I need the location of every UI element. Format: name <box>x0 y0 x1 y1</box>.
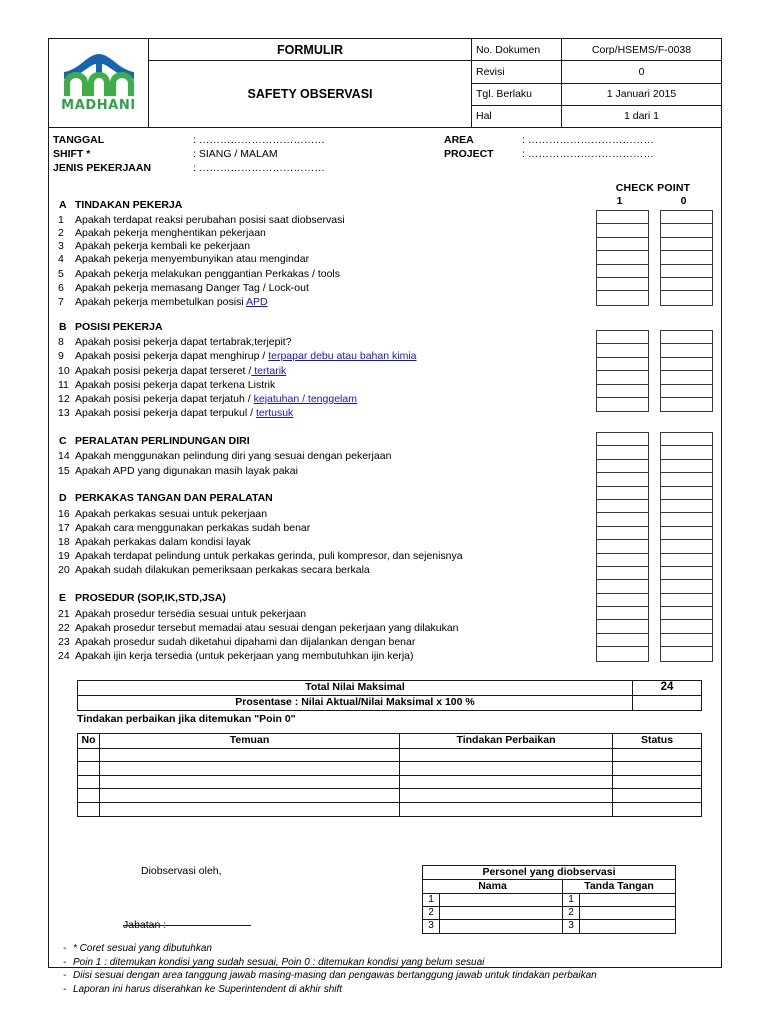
section-letter: D <box>59 492 67 505</box>
checkbox-cell[interactable] <box>661 634 712 647</box>
item-text: Apakah pekerja melakukan penggantian Perkakas / tools <box>75 267 341 280</box>
checkbox-cell[interactable] <box>661 398 712 411</box>
section-title: PERKAKAS TANGAN DAN PERALATAN <box>75 492 273 505</box>
checkbox-column-1[interactable] <box>596 432 649 662</box>
checkbox-cell[interactable] <box>661 224 712 237</box>
checkbox-cell[interactable] <box>661 385 712 398</box>
checkbox-cell[interactable] <box>597 620 648 633</box>
table-row[interactable] <box>78 749 701 763</box>
item-text: Apakah perkakas dalam kondisi layak <box>75 536 251 549</box>
item-text <box>75 350 417 362</box>
madhani-logo-icon <box>62 52 136 98</box>
personel-ttd-index: 3 <box>563 920 580 933</box>
cell-status[interactable] <box>613 803 701 817</box>
item-number: 19 <box>58 550 70 563</box>
jabatan-label: Jabatan : <box>123 919 167 931</box>
item-number: 14 <box>58 450 70 463</box>
item-number: 13 <box>58 407 70 420</box>
checkbox-cell[interactable] <box>597 460 648 473</box>
checkbox-cell[interactable] <box>597 513 648 526</box>
checklist-item <box>53 649 623 663</box>
checkbox-cell[interactable] <box>597 224 648 237</box>
total-row-prosentase <box>78 696 701 711</box>
cell-status[interactable] <box>613 789 701 802</box>
field-shift[interactable] <box>53 148 473 162</box>
meta-key: Tgl. Berlaku <box>472 84 562 105</box>
meta-value: 1 Januari 2015 <box>606 88 677 101</box>
section-header-c <box>53 432 623 449</box>
check-point-title: CHECK POINT <box>615 182 691 194</box>
item-text <box>75 296 268 308</box>
checkbox-cell[interactable] <box>597 433 648 446</box>
item-text: Apakah prosedur tersedia sesuai untuk pekerjaan <box>75 607 307 620</box>
meta-value: 0 <box>638 65 645 78</box>
form-fields-left <box>53 134 473 176</box>
cell-tindakan[interactable] <box>400 762 613 775</box>
item-number: 16 <box>58 507 70 520</box>
cell-tindakan[interactable] <box>400 749 613 762</box>
table-row[interactable] <box>423 894 675 907</box>
checkbox-cell[interactable] <box>661 331 712 344</box>
section-title: POSISI PEKERJA <box>75 320 163 333</box>
item-text-link[interactable]: APD <box>246 296 268 309</box>
personel-col-ttd: Tanda Tangan <box>584 880 654 892</box>
form-fields <box>49 128 721 182</box>
cell-temuan[interactable] <box>100 776 400 789</box>
item-number: 15 <box>58 464 70 477</box>
field-tanggal-label: TANGGAL <box>53 134 105 146</box>
section-title: PROSEDUR (SOP,IK,STD,JSA) <box>75 592 226 605</box>
header-title-block <box>149 39 471 127</box>
item-text: Apakah APD yang digunakan masih layak pakai <box>75 464 298 477</box>
field-project-label: PROJECT <box>444 148 494 160</box>
item-number: 24 <box>58 650 70 663</box>
checklist-item <box>53 549 623 563</box>
checkbox-cell[interactable] <box>661 251 712 264</box>
check-point-col-1: 1 <box>616 195 623 207</box>
personel-ttd-input[interactable] <box>580 894 675 906</box>
findings-col-no: No <box>78 734 100 748</box>
table-row[interactable] <box>78 762 701 776</box>
table-row[interactable] <box>78 789 701 803</box>
field-shift-value[interactable]: : SIANG / MALAM <box>193 148 278 160</box>
checklist-item <box>53 463 623 477</box>
checklist-item <box>53 295 623 309</box>
check-point-col-0: 0 <box>680 195 687 207</box>
checkbox-cell[interactable] <box>597 371 648 384</box>
checkbox-cell[interactable] <box>661 513 712 526</box>
checklist-items <box>53 196 623 663</box>
personel-table-title: Personel yang diobservasi <box>423 866 675 880</box>
checklist-item <box>53 240 623 253</box>
findings-header-row <box>78 734 701 749</box>
checkbox-cell[interactable] <box>661 473 712 486</box>
findings-table <box>77 733 702 817</box>
checkbox-cell[interactable] <box>597 358 648 371</box>
checklist-body <box>49 182 721 684</box>
field-jenis-value[interactable]: : ……………………………… <box>193 162 325 174</box>
checkbox-cell[interactable] <box>597 278 648 291</box>
cell-tindakan[interactable] <box>400 789 613 802</box>
checkbox-cell[interactable] <box>661 580 712 593</box>
item-text-plain: Apakah posisi pekerja dapat terpukul / <box>75 407 256 420</box>
meta-key: Revisi <box>472 61 562 82</box>
checkbox-cell[interactable] <box>661 620 712 633</box>
item-text: Apakah sudah dilakukan pemeriksaan perkakas secara berkala <box>75 564 370 577</box>
section-header-a <box>53 196 623 213</box>
item-number: 10 <box>58 364 70 377</box>
checkbox-group-cde[interactable] <box>596 432 713 662</box>
field-area-label: AREA <box>444 134 474 146</box>
total-label: Prosentase : Nilai Aktual/Nilai Maksimal x 100 % <box>78 696 633 711</box>
checklist-item <box>53 267 623 281</box>
note-text: Diisi sesuai dengan area tanggung jawab masing-masing dan pengawas bertanggung jawab untuk tindakan perbaikan <box>73 970 597 981</box>
item-number: 22 <box>58 621 70 634</box>
checklist-item <box>53 378 623 392</box>
field-jenis-pekerjaan[interactable] <box>53 162 473 176</box>
note-text: Laporan ini harus diserahkan ke Superintendent di akhir shift <box>73 983 343 995</box>
checkbox-cell[interactable] <box>597 473 648 486</box>
item-text <box>75 393 357 405</box>
checklist-item <box>53 635 623 649</box>
checkbox-cell[interactable] <box>597 554 648 567</box>
personel-nama-input[interactable] <box>440 894 563 906</box>
item-text: Apakah ijin kerja tersedia (untuk pekerjaan yang membutuhkan ijin kerja) <box>75 650 414 663</box>
checkbox-cell[interactable] <box>661 265 712 278</box>
checklist-item <box>53 449 623 463</box>
section-title: PERALATAN PERLINDUNGAN DIRI <box>75 434 250 447</box>
checkbox-column-0[interactable] <box>660 210 713 306</box>
note-bullet: - <box>63 956 67 968</box>
section-header-d <box>53 490 623 507</box>
checkbox-cell[interactable] <box>597 647 648 660</box>
checklist-item <box>53 621 623 635</box>
field-project-value[interactable]: : ……………………………… <box>522 148 654 160</box>
cell-temuan[interactable] <box>100 762 400 775</box>
field-area[interactable] <box>444 134 734 148</box>
checkbox-cell[interactable] <box>661 371 712 384</box>
item-text: Apakah prosedur sudah diketahui dipahami dan dijalankan dengan benar <box>75 636 416 649</box>
note-text: * Coret sesuai yang dibutuhkan <box>73 943 212 954</box>
note-bullet: - <box>63 970 67 981</box>
item-text: Apakah pekerja menyembunyikan atau mengindar <box>75 253 310 266</box>
item-text: Apakah pekerja kembali ke pekerjaan <box>75 240 251 253</box>
checklist-item <box>53 563 623 577</box>
item-text: Apakah menggunakan pelindung diri yang sesuai dengan pekerjaan <box>75 450 392 463</box>
observed-by-label: Diobservasi oleh, <box>141 865 222 877</box>
personel-nama-input[interactable] <box>440 907 563 919</box>
item-text-link[interactable]: tertarik <box>251 364 287 377</box>
field-jenis-label: JENIS PEKERJAAN <box>53 162 152 174</box>
checkbox-group-b[interactable] <box>596 330 713 412</box>
checkbox-cell[interactable] <box>661 446 712 459</box>
footer-note <box>63 984 597 998</box>
item-text: Apakah pekerja menghentikan pekerjaan <box>75 227 266 240</box>
totals-table <box>77 680 702 711</box>
item-number: 7 <box>58 296 64 309</box>
personel-ttd-index: 1 <box>563 894 580 906</box>
total-value[interactable] <box>633 696 701 711</box>
item-text: Apakah terdapat reaksi perubahan posisi saat diobservasi <box>75 214 345 227</box>
checkbox-cell[interactable] <box>597 398 648 411</box>
cell-no[interactable] <box>78 803 100 817</box>
findings-col-status: Status <box>640 734 674 746</box>
meta-key: No. Dokumen <box>472 39 562 60</box>
table-row[interactable] <box>78 776 701 790</box>
checklist-item <box>53 607 623 621</box>
findings-col-temuan: Temuan <box>100 734 400 748</box>
personel-nama-index: 2 <box>423 907 440 919</box>
item-text-link[interactable]: terpapar debu atau bahan kimia <box>268 350 417 363</box>
checklist-item <box>53 281 623 295</box>
checkbox-cell[interactable] <box>597 238 648 251</box>
item-text-plain: Apakah posisi pekerja dapat terseret / <box>75 364 252 377</box>
checklist-item <box>53 535 623 549</box>
form-page <box>48 38 722 995</box>
item-number: 5 <box>58 267 64 280</box>
logo-wordmark: MADHANI <box>61 97 136 113</box>
checklist-item <box>53 335 623 349</box>
footer-notes <box>63 943 597 997</box>
meta-value: 1 dari 1 <box>623 110 660 123</box>
item-text <box>75 365 286 377</box>
checkbox-cell[interactable] <box>661 358 712 371</box>
checklist-item <box>53 252 623 266</box>
item-number: 17 <box>58 521 70 534</box>
cell-no[interactable] <box>78 762 100 775</box>
cell-tindakan[interactable] <box>400 803 613 817</box>
findings-col-tindakan: Tindakan Perbaikan <box>400 734 613 748</box>
item-text-plain: Apakah pekerja membetulkan posisi <box>75 296 247 309</box>
personel-ttd-index: 2 <box>563 907 580 919</box>
cell-no[interactable] <box>78 776 100 789</box>
formulir-label: FORMULIR <box>149 39 471 61</box>
field-area-value[interactable]: : ……………………………… <box>522 134 654 146</box>
checkbox-cell[interactable] <box>597 607 648 620</box>
section-letter: E <box>59 592 67 605</box>
personel-subheader <box>423 880 675 894</box>
item-number: 4 <box>58 253 64 266</box>
item-number: 12 <box>58 392 70 405</box>
item-text: Apakah pekerja memasang Danger Tag / Lock-out <box>75 281 309 294</box>
item-text <box>75 407 293 419</box>
checkbox-cell[interactable] <box>661 594 712 607</box>
item-number: 11 <box>58 378 69 391</box>
personel-table <box>422 865 676 934</box>
item-number: 20 <box>58 564 70 577</box>
total-label: Total Nilai Maksimal <box>78 681 633 695</box>
item-text: Apakah cara menggunakan perkakas sudah benar <box>75 521 311 534</box>
checkbox-group-a[interactable] <box>596 210 713 306</box>
section-header-b <box>53 318 623 335</box>
checklist-item <box>53 507 623 521</box>
meta-value: Corp/HSEMS/F-0038 <box>591 43 692 56</box>
corrective-action-note: Tindakan perbaikan jika ditemukan "Poin 0" <box>77 713 296 725</box>
checkbox-cell[interactable] <box>597 487 648 500</box>
item-number: 6 <box>58 281 64 294</box>
checklist-item <box>53 227 623 240</box>
checklist-item <box>53 349 623 363</box>
section-gap <box>53 309 623 318</box>
cell-temuan[interactable] <box>100 789 400 802</box>
checkbox-column-1[interactable] <box>596 330 649 412</box>
meta-row-hal <box>472 106 721 127</box>
checkbox-cell[interactable] <box>597 540 648 553</box>
cell-no[interactable] <box>78 789 100 802</box>
checkbox-cell[interactable] <box>597 265 648 278</box>
footer-note <box>63 957 597 971</box>
checkbox-cell[interactable] <box>661 238 712 251</box>
cell-temuan[interactable] <box>100 749 400 762</box>
checkbox-cell[interactable] <box>597 385 648 398</box>
checkbox-cell[interactable] <box>661 278 712 291</box>
checkbox-cell[interactable] <box>597 211 648 224</box>
document-title: SAFETY OBSERVASI <box>247 87 373 101</box>
checkbox-cell[interactable] <box>661 344 712 357</box>
meta-key: Hal <box>472 106 562 127</box>
checkbox-cell[interactable] <box>661 540 712 553</box>
checkbox-cell[interactable] <box>661 607 712 620</box>
cell-status[interactable] <box>613 749 701 762</box>
company-logo <box>49 39 149 127</box>
item-number: 1 <box>58 214 64 227</box>
section-letter: C <box>59 434 67 447</box>
cell-no[interactable] <box>78 749 100 762</box>
field-tanggal-value[interactable]: : ……………………………… <box>193 134 325 146</box>
field-shift-label: SHIFT * <box>53 148 91 160</box>
checkbox-cell[interactable] <box>597 634 648 647</box>
checkbox-cell[interactable] <box>661 487 712 500</box>
section-letter: B <box>59 320 67 333</box>
note-bullet: - <box>63 983 67 995</box>
personel-nama-index: 3 <box>423 920 440 933</box>
checkbox-cell[interactable] <box>597 527 648 540</box>
checklist-item <box>53 521 623 535</box>
checkbox-cell[interactable] <box>661 500 712 513</box>
cell-tindakan[interactable] <box>400 776 613 789</box>
checkbox-cell[interactable] <box>597 251 648 264</box>
footer-note <box>63 943 597 957</box>
table-row[interactable] <box>423 920 675 933</box>
checkbox-cell[interactable] <box>661 291 712 304</box>
checklist-item <box>53 213 623 227</box>
note-bullet: - <box>63 943 67 954</box>
form-fields-right <box>444 134 734 162</box>
footer-note <box>63 970 597 984</box>
section-header-e <box>53 590 623 607</box>
table-row[interactable] <box>78 803 701 817</box>
checkbox-cell[interactable] <box>597 344 648 357</box>
item-text-plain: Apakah posisi pekerja dapat menghirup / <box>75 350 269 363</box>
personel-ttd-input[interactable] <box>580 920 675 933</box>
item-text: Apakah posisi pekerja dapat tertabrak,terjepit? <box>75 336 292 349</box>
checkbox-cell[interactable] <box>597 567 648 580</box>
checkbox-cell[interactable] <box>661 647 712 660</box>
checkbox-column-0[interactable] <box>660 330 713 412</box>
checkbox-cell[interactable] <box>597 331 648 344</box>
meta-row-no-dokumen <box>472 39 721 61</box>
cell-status[interactable] <box>613 762 701 775</box>
meta-row-revisi <box>472 61 721 83</box>
checkbox-cell[interactable] <box>661 460 712 473</box>
item-number: 3 <box>58 240 64 253</box>
checklist-item <box>53 364 623 378</box>
checkbox-cell[interactable] <box>597 500 648 513</box>
checkbox-cell[interactable] <box>597 291 648 304</box>
item-text: Apakah perkakas sesuai untuk pekerjaan <box>75 507 268 520</box>
personel-nama-index: 1 <box>423 894 440 906</box>
item-text: Apakah terdapat pelindung untuk perkakas gerinda, puli kompresor, dan sejenisnya <box>75 550 463 563</box>
document-header <box>49 39 721 128</box>
cell-status[interactable] <box>613 776 701 789</box>
section-title: TINDAKAN PEKERJA <box>75 198 183 211</box>
checklist-item <box>53 406 623 420</box>
checkbox-cell[interactable] <box>597 446 648 459</box>
meta-row-tgl-berlaku <box>472 84 721 106</box>
item-number: 21 <box>58 607 70 620</box>
field-project[interactable] <box>444 148 734 162</box>
checkbox-column-0[interactable] <box>660 432 713 662</box>
checkbox-cell[interactable] <box>661 554 712 567</box>
total-row-maksimal <box>78 681 701 696</box>
checkbox-cell[interactable] <box>597 580 648 593</box>
item-number: 18 <box>58 536 70 549</box>
checkbox-cell[interactable] <box>661 527 712 540</box>
item-text-plain: Apakah posisi pekerja dapat terjatuh / <box>75 392 254 405</box>
section-gap <box>53 420 623 432</box>
item-text-link[interactable]: kejatuhan / tenggelam <box>253 392 357 405</box>
item-number: 23 <box>58 636 70 649</box>
personel-col-nama: Nama <box>423 880 563 893</box>
section-gap <box>53 478 623 490</box>
item-number: 9 <box>58 350 64 363</box>
item-text-link[interactable]: tertusuk <box>255 407 294 420</box>
item-number: 2 <box>58 227 64 240</box>
item-number: 8 <box>58 336 64 349</box>
checkbox-cell[interactable] <box>661 211 712 224</box>
item-text: Apakah prosedur tersebut memadai atau sesuai dengan pekerjaan yang dilakukan <box>75 621 459 634</box>
checkbox-column-1[interactable] <box>596 210 649 306</box>
personel-nama-input[interactable] <box>440 920 563 933</box>
checklist-item <box>53 392 623 406</box>
field-tanggal[interactable] <box>53 134 473 148</box>
item-text: Apakah posisi pekerja dapat terkena Listrik <box>75 378 276 391</box>
header-meta-table <box>471 39 721 127</box>
jabatan-input-line[interactable] <box>123 925 251 926</box>
checkbox-cell[interactable] <box>597 594 648 607</box>
note-text: Poin 1 : ditemukan kondisi yang sudah sesuai, Poin 0 : ditemukan kondisi yang belum sesuai <box>73 956 485 968</box>
cell-temuan[interactable] <box>100 803 400 817</box>
section-gap <box>53 578 623 590</box>
checkbox-cell[interactable] <box>661 567 712 580</box>
total-value: 24 <box>660 681 674 693</box>
section-letter: A <box>59 198 67 211</box>
personel-ttd-input[interactable] <box>580 907 675 919</box>
checkbox-cell[interactable] <box>661 433 712 446</box>
table-row[interactable] <box>423 907 675 920</box>
